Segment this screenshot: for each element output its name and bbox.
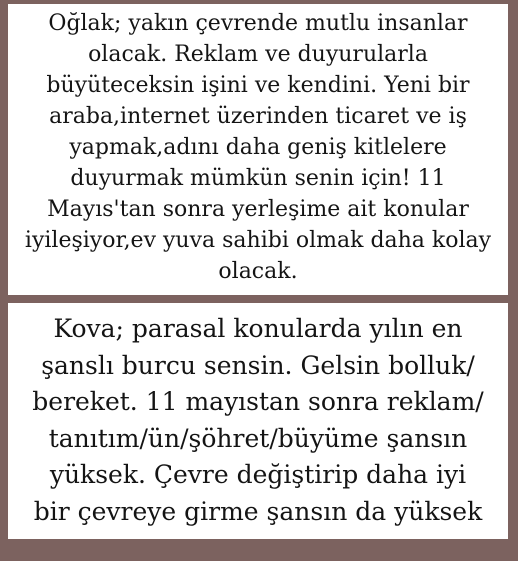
kova-text-card <box>8 303 508 539</box>
text-line: Oğlak; yakın çevrende mutlu insanlar <box>48 11 468 36</box>
text-line: duyurmak mümkün senin için! 11 <box>70 166 446 191</box>
text-line: olacak. Reklam ve duyurularla <box>88 42 428 67</box>
text-line: bereket. 11 mayıstan sonra reklam/ <box>32 387 484 416</box>
kova-paragraph <box>8 311 508 530</box>
text-line: olacak. <box>218 259 298 284</box>
text-line: Kova; parasal konularda yılın en <box>53 314 463 343</box>
text-line: yapmak,adını daha geniş kitlelere <box>69 135 447 160</box>
text-line: büyüteceksin işini ve kendini. Yeni bir <box>46 73 470 98</box>
oglak-text-card <box>8 4 508 295</box>
text-line: bir çevreye girme şansın da yüksek <box>33 496 483 526</box>
text-line: araba,internet üzerinden ticaret ve iş <box>49 104 467 129</box>
text-line: yüksek. Çevre değiştirip daha iyi <box>49 460 467 489</box>
text-line: tanıtım/ün/şöhret/büyüme şansın <box>48 423 468 453</box>
oglak-paragraph <box>8 8 508 287</box>
text-line: iyileşiyor,ev yuva sahibi olmak daha kolay <box>24 228 492 253</box>
text-line: şanslı burcu sensin. Gelsin bolluk/ <box>41 350 475 380</box>
text-line: Mayıs'tan sonra yerleşime ait konular <box>47 197 469 222</box>
